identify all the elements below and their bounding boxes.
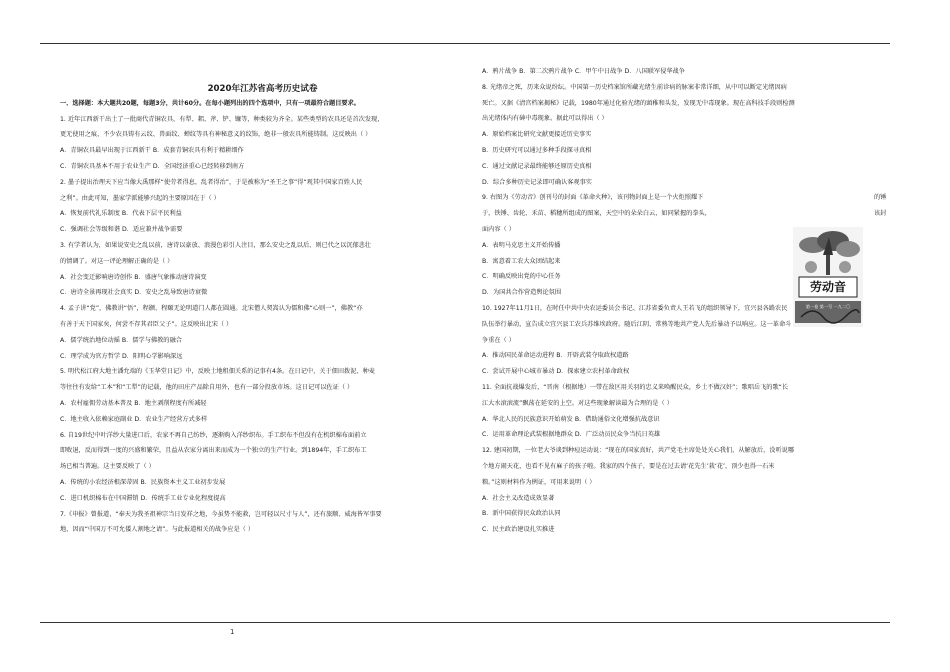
- left-text-line: C．地主收入依赖家庭副业 D．农业生产经营方式多样: [60, 415, 208, 423]
- left-text-line: 4. 孟子讲“党”，佛教讲“悟”，程颢、程颐无论明道门人都在圆通。北宋僧人契嵩认为儒和佛“心则一”，佛教“亦: [60, 305, 363, 313]
- left-text-line: C．强调社会等级和谐 D．适应兼并战争需要: [60, 226, 183, 234]
- right-text-line: 争重在（ ）: [482, 336, 515, 344]
- left-text-line: 等往往有发给“工本”和“工犁”的记载，他的田庄产品除自用外，也有一部分投放市场。这日记可以佐证（ ）: [60, 384, 354, 392]
- left-text-line: A．社会变迁影响唐诗创作 B．盛唐气象推动唐诗演变: [60, 273, 207, 281]
- left-text-line: 场已相当普遍。这主要反映了（ ）: [60, 463, 155, 471]
- left-column: [60, 80, 465, 538]
- right-text-line: A．社会主义改造成效显著: [482, 494, 555, 502]
- right-text-line: C．尝试开展中心城市暴动 D．探索建立农村革命政权: [482, 368, 630, 376]
- left-text-line: 1. 近年江西新干出土了一批商代青铜农具，有犁、耜、斧、铲、镰等，种类较为齐全。某些类型的农具还是首次发现，: [60, 115, 384, 123]
- left-text-line: 3. 有学者认为，如果说安史之乱以前，唐诗以豪放、浪漫色彩引人注目，那么安史之乱以后，则已代之以沉郁悲壮: [60, 241, 372, 249]
- left-text-line: A．传统的小农经济根深蒂固 B．民族资本主义工业初步发展: [60, 478, 226, 486]
- left-text-line: 即败退，反而得到一度的兴盛和繁荣，且益从农家分离出来而成为一个独立的生产行业。到1894年，手工织布工: [60, 447, 367, 455]
- right-text-line: B．历史研究可以通过多种手段探寻真相: [482, 146, 592, 154]
- right-text-line: 11. 全面抗战爆发后，“晋南（根据地）一带在敌区用关羽的忠义来唤醒民众，乡土不做汉奸”；歌唱岳飞的歌“长: [482, 383, 789, 391]
- right-text-line: 面内容（ ）: [482, 225, 515, 233]
- left-text-line: 更无使用之痕，不少农具铸有云纹、兽面纹、蝉纹等具有神秘意义的纹饰，绝非一般农具所能铸制。这反映出（ ）: [60, 131, 372, 139]
- section-heading: 一、选择题：本大题共20题，每题3分，共计60分。在每小题列出的四个选项中，只有一项最符合题目要求。: [60, 99, 360, 107]
- left-text-line: 的情调了。对这一评论理解正确的是（ ）: [60, 257, 174, 265]
- poster-subtitle: 第一卷 第一号 一九二〇: [805, 304, 851, 309]
- right-text-line: C．民主政治建设扎实推进: [482, 526, 555, 534]
- bottom-rule: [40, 622, 890, 623]
- right-text-line: D．为国共合作营造舆论氛围: [482, 289, 562, 297]
- left-text-line: A．儒学统治地位动摇 B．儒学与佛教的融合: [60, 336, 182, 344]
- left-text-line: 7.《申报》曾报道，“奉天为我圣祖神宗当日发祥之地，今虽势不能救，岂可轻以尺寸与人”，还有旅顺、威海皆军事要: [60, 510, 382, 518]
- right-text-line: A．鸦片战争 B．第二次鸦片战争 C．甲午中日战争 D．八国联军侵华战争: [482, 68, 685, 75]
- right-text-line: B．新中国获得民众政治认同: [482, 510, 561, 518]
- poster-title: 劳动音: [809, 280, 846, 294]
- left-text-line: A．青铜农具最早出现于江西新干 B．成套青铜农具有利于精耕细作: [60, 147, 244, 155]
- right-text-line: 于，铁锤、齿轮、禾苗、稻穗所组成的图案，天空中的朵朵白云，如同紧握的拳头，: [482, 210, 711, 218]
- left-text-line: C．理学成为官方哲学 D．阳明心学影响深远: [60, 352, 183, 360]
- right-text-line: 粮。”这则材料作为例证，可用来说明（ ）: [482, 478, 596, 486]
- left-text-line: C．青铜农具基本不用于农业生产 D．全国经济重心已经转移到南方: [60, 162, 245, 170]
- page-number: 1: [230, 628, 235, 636]
- q9-tail-2: 该封: [874, 210, 887, 217]
- right-text-line: 出光绪体内有砷中毒现象。据此可以得出（ ）: [482, 115, 608, 123]
- right-text-line: D．综合多种历史记录即可确认客观事实: [482, 178, 592, 186]
- left-text-line: A．恢复前代礼乐制度 B．代表下层平民利益: [60, 210, 182, 218]
- right-text-line: B．寓意着工农大众团结起来: [482, 257, 561, 265]
- left-text-line: 之利”。由此可知，墨家学派能够兴起的主要原因在于（ ）: [60, 194, 220, 202]
- right-text-line: 队伍举行暴动，宣告成立宜兴县工农兵苏维埃政府。随后江阴、常熟等地共产党人先后暴动予以响应。这一革命斗: [482, 320, 792, 328]
- left-text-line: 有善于天下国家矣，何尝不存其君臣父子”。这反映出北宋（ ）: [60, 320, 233, 328]
- left-text-line: 6. 自19世纪中叶洋纱大量进口后，农家不再自己纺纱，逐渐购入洋纱织布。手工织布不但没有在机织棉布面前立: [60, 431, 367, 439]
- left-text-line: 地，因而“中国万不可允倭人割地之请”。与此报道相关的战争应是（ ）: [60, 526, 255, 534]
- right-text-line: C．运用革命理论武装根据地群众 D．广泛动员民众争当抗日英雄: [482, 431, 661, 439]
- left-text-line: 2. 墨子提出治理天下应当像大禹那样“使劳者得息，乱者得治”，于是被称为“圣王之事”得“观其中国家百姓人民: [60, 178, 363, 186]
- right-text-line: 个地方闹天花，也看不见有麻子的孩子啦。我家的四个孩子，要是在过去请‘花先生’栽‘花’，顶少也得一石米: [482, 462, 775, 470]
- left-text-line: A．农村雇佣劳动基本普及 B．地主剥削程度有所减轻: [60, 399, 207, 407]
- right-text-line: A．推动国民革命运动进程 B．开辟武装夺取政权道路: [482, 352, 629, 360]
- left-question-lines: [60, 112, 465, 539]
- right-text-line: A．原始档案比研究文献更接近历史事实: [482, 131, 592, 139]
- right-text-line: 9. 右图为《劳动音》创刊号的封面《革命火种》，该刊物封面上是一个火炬照耀下: [482, 194, 704, 202]
- left-text-line: C．唐诗全景再现社会真实 D．安史之乱导致唐诗衰微: [60, 289, 208, 297]
- poster-illustration: [793, 227, 863, 327]
- q9-tail-1: 的锤: [874, 194, 887, 201]
- right-text-line: C．明确反映出党的中心任务: [482, 273, 561, 281]
- right-text-line: A．表明马克思主义开始传播: [482, 241, 561, 249]
- page-title: 2020年江苏省高考历史试卷: [207, 84, 318, 94]
- left-text-line: 5. 明代松江府大地主潘允端的《玉华堂日记》中，反映土地租佃关系的记事有4条。在日记中，关于佃田拨泥、种麦: [60, 368, 375, 376]
- labor-voice-poster-image: [793, 227, 863, 327]
- right-text-line: 江大水滚滚流”飘荡在延安的上空。对这些现象解读最为合理的是（ ）: [482, 399, 673, 407]
- right-text-line: C．通过文献记录最终能够还原历史真相: [482, 162, 592, 170]
- right-text-line: 10. 1927年11月1日，在时任中共中央农运委员会书记、江苏省委负责人王若飞的组织领导下，宜兴县各路农民: [482, 304, 788, 312]
- right-text-line: A．华北人民的民族意识开始萌发 B．借助通俗文化增强抗战意识: [482, 415, 660, 423]
- top-rule: [40, 43, 890, 44]
- right-text-line: 12. 建国初期，一位老大爷谈到种痘运动说：“现在的国家真好，共产党毛主席处处关心我们，从解放后，没听说哪: [482, 447, 795, 455]
- right-text-line: 死亡。又据《清宫档案揭秘》记载，1980年通过化验光绪的頭稚和头发，发现无中毒现象。现在高科技手段则检测: [482, 99, 795, 107]
- left-text-line: C．进口机织棉布在中国滞销 D．传统手工业专业化程度提高: [60, 494, 226, 502]
- right-text-line: 8. 光绪帝之死，历来众说纷纭。中国第一历史档案馆所藏光绪生前诊病的脉案非常详细，从中可以断定光绪因病: [482, 83, 787, 91]
